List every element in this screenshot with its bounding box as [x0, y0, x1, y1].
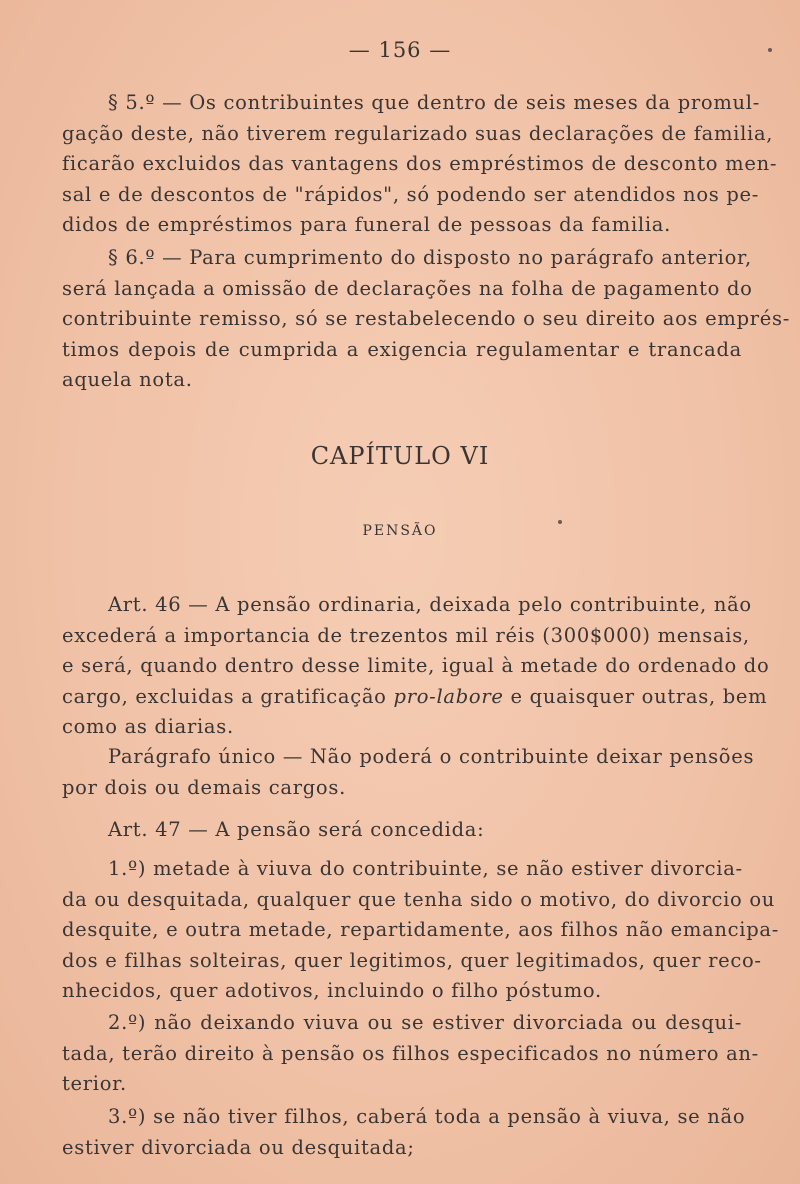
paragraph-section-6 — [62, 243, 791, 396]
text-line: desquite, e outra metade, repartidamente, aos filhos não emancipa- — [62, 918, 780, 941]
text-line: e será, quando dentro desse limite, igual à metade do ordenado do — [62, 654, 770, 677]
page-number: — 156 — — [348, 38, 452, 62]
italic-term: pro-labore — [393, 684, 504, 708]
text-line: nhecidos, quer adotivos, incluindo o filho póstumo. — [62, 979, 602, 1002]
paragraph-section-5 — [62, 88, 778, 241]
text-line: timos depois de cumprida a exigencia regulamentar e trancada — [62, 337, 742, 361]
text-line: gação deste, não tiverem regularizado suas declarações de familia, — [62, 121, 774, 145]
text-line: terior. — [62, 1072, 127, 1095]
text-line: § 5.º — Os contribuintes que dentro de seis meses da promul- — [108, 91, 761, 114]
text-line: excederá a importancia de trezentos mil réis (300$000) mensais, — [62, 623, 750, 647]
text-line: 1.º) metade à viuva do contribuinte, se não estiver divorcia- — [108, 857, 743, 880]
item-2 — [62, 1008, 759, 1100]
text-line: Art. 47 — A pensão será concedida: — [108, 818, 485, 841]
text-line: tada, terão direito à pensão os filhos especificados no número an- — [62, 1041, 759, 1065]
chapter-title: CAPÍTULO VI — [310, 442, 490, 470]
paper-speck — [558, 520, 562, 524]
text-line: dos e filhas solteiras, quer legitimos, quer legitimados, quer reco- — [62, 948, 762, 972]
text-line: da ou desquitada, qualquer que tenha sido o motivo, do divorcio ou — [62, 887, 776, 911]
item-1 — [62, 854, 780, 1007]
text-line: como as diarias. — [62, 715, 234, 738]
text-fragment: cargo, excluidas a gratificação — [62, 684, 387, 708]
text-line: estiver divorciada ou desquitada; — [62, 1135, 415, 1159]
text-line: Art. 46 — A pensão ordinaria, deixada pelo contribuinte, não — [108, 593, 752, 616]
text-line-with-italic — [62, 682, 768, 713]
article-46 — [62, 590, 770, 743]
text-line: Parágrafo único — Não poderá o contribuinte deixar pensões — [108, 745, 755, 768]
text-line: será lançada a omissão de declarações na folha de pagamento do — [62, 276, 753, 300]
text-line: 2.º) não deixando viuva ou se estiver divorciada ou desqui- — [108, 1011, 742, 1034]
text-line: ficarão excluidos das vantagens dos empréstimos de desconto men- — [62, 152, 778, 175]
chapter-subtitle: PENSÃO — [362, 523, 438, 539]
article-47 — [62, 815, 742, 846]
text-line: por dois ou demais cargos. — [62, 775, 346, 799]
paper-speck — [768, 48, 772, 52]
text-line: didos de empréstimos para funeral de pessoas da familia. — [62, 213, 671, 236]
item-3 — [62, 1102, 746, 1163]
text-line: § 6.º — Para cumprimento do disposto no parágrafo anterior, — [108, 246, 752, 269]
text-line: contribuinte remisso, só se restabelecendo o seu direito aos emprés- — [62, 307, 791, 330]
text-fragment: e quaisquer outras, bem — [510, 684, 768, 708]
text-line: aquela nota. — [62, 368, 193, 391]
text-line: sal e de descontos de "rápidos", só podendo ser atendidos nos pe- — [62, 182, 760, 206]
text-line: 3.º) se não tiver filhos, caberá toda a pensão à viuva, se não — [108, 1105, 746, 1128]
paragrafo-unico — [62, 742, 755, 803]
